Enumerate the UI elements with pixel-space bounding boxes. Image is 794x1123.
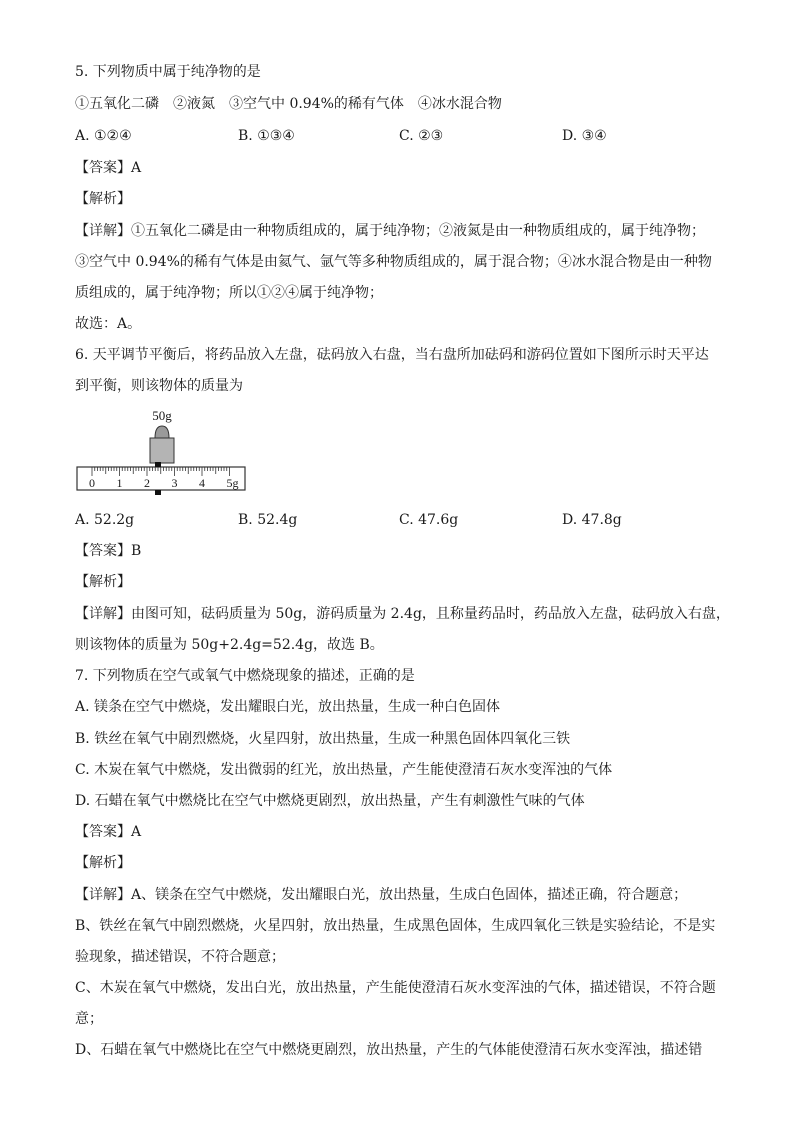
scale-label: 4 [199,476,205,490]
q7-analysis-label: 【解析】 [75,855,131,871]
q6-option-a: A. 52.2g [75,512,135,528]
q7-option-a: A. 镁条在空气中燃烧，发出耀眼白光，放出热量，生成一种白色固体 [75,699,501,715]
q6-analysis-label: 【解析】 [75,574,131,590]
q7-detail-line-6: D、石蜡在氧气中燃烧比在空气中燃烧更剧烈，放出热量，产生的气体能使澄清石灰水变浑浊，描述错 [75,1042,703,1058]
q5-option-d: D. ③④ [562,128,607,144]
q5-analysis-label: 【解析】 [75,191,131,207]
q5-detail-line-3: 质组成的，属于纯净物；所以①②④属于纯净物； [75,285,383,301]
q5-detail-line-1: 【详解】①五氧化二磷是由一种物质组成的，属于纯净物；②液氮是由一种物质组成的，属于纯净物； [75,223,705,239]
q5-detail-line-2: ③空气中 0.94%的稀有气体是由氦气、氩气等多种物质组成的，属于混合物；④冰水混合物是由一种物 [75,254,712,270]
weight-icon [150,426,174,463]
scale-label: 3 [171,476,178,490]
scale-label: 2 [144,476,150,490]
balance-diagram [72,404,252,496]
q5-option-c: C. ②③ [399,128,444,144]
scale-label: 1 [116,476,123,490]
q6-option-c: C. 47.6g [399,512,459,528]
q7-detail-line-4: C、木炭在氧气中燃烧，发出白光，放出热量，产生能使澄清石灰水变浑浊的气体，描述错误，不符合题 [75,980,716,996]
q6-option-b: B. 52.4g [238,512,298,528]
q7-answer: 【答案】A [75,824,142,840]
q7-option-c: C. 木炭在氧气中燃烧，发出微弱的红光，放出热量，产生能使澄清石灰水变浑浊的气体 [75,762,613,778]
q7-option-d: D. 石蜡在氧气中燃烧比在空气中燃烧更剧烈，放出热量，产生有刺激性气味的气体 [75,793,585,809]
q7-stem: 7. 下列物质在空气或氧气中燃烧现象的描述，正确的是 [75,668,415,684]
weight-label: 50g [152,408,172,423]
scale-label: 5g [226,476,239,490]
q7-option-b: B. 铁丝在氧气中剧烈燃烧，火星四射，放出热量，生成一种黑色固体四氧化三铁 [75,731,571,747]
rider-block [155,490,161,495]
q7-detail-line-2: B、铁丝在氧气中剧烈燃烧，火星四射，放出热量，生成黑色固体，生成四氧化三铁是实验结论，不是实 [75,918,716,934]
q6-stem-line-2: 到平衡，则该物体的质量为 [75,378,243,394]
q5-stem: 5. 下列物质中属于纯净物的是 [75,64,261,80]
q5-detail-line-4: 故选：A。 [75,316,142,332]
q5-option-b: B. ①③④ [238,128,295,144]
q5-answer: 【答案】A [75,160,142,176]
q5-option-a: A. ①②④ [75,128,132,144]
balance-figure [72,404,252,496]
q5-items: ①五氧化二磷 ②液氮 ③空气中 0.94%的稀有气体 ④冰水混合物 [75,96,502,112]
q6-stem-line-1: 6. 天平调节平衡后，将药品放入左盘，砝码放入右盘，当右盘所加砝码和游码位置如下图所示时天平达 [75,347,709,363]
q7-detail-line-3: 验现象，描述错误，不符合题意； [75,949,285,965]
q6-detail-line-2: 则该物体的质量为 50g+2.4g=52.4g，故选 B。 [75,637,384,653]
q6-answer: 【答案】B [75,543,142,559]
q7-detail-line-1: 【详解】A、镁条在空气中燃烧，发出耀眼白光，放出热量，生成白色固体，描述正确，符合题意； [75,887,688,903]
q7-detail-line-5: 意； [75,1011,103,1027]
rider-scale [77,462,245,495]
q6-option-d: D. 47.8g [562,512,622,528]
rider-block [155,462,161,467]
scale-label: 0 [89,476,95,490]
q6-detail-line-1: 【详解】由图可知，砝码质量为 50g，游码质量为 2.4g，且称量药品时，药品放入左盘，砝码放入右盘， [75,606,730,622]
